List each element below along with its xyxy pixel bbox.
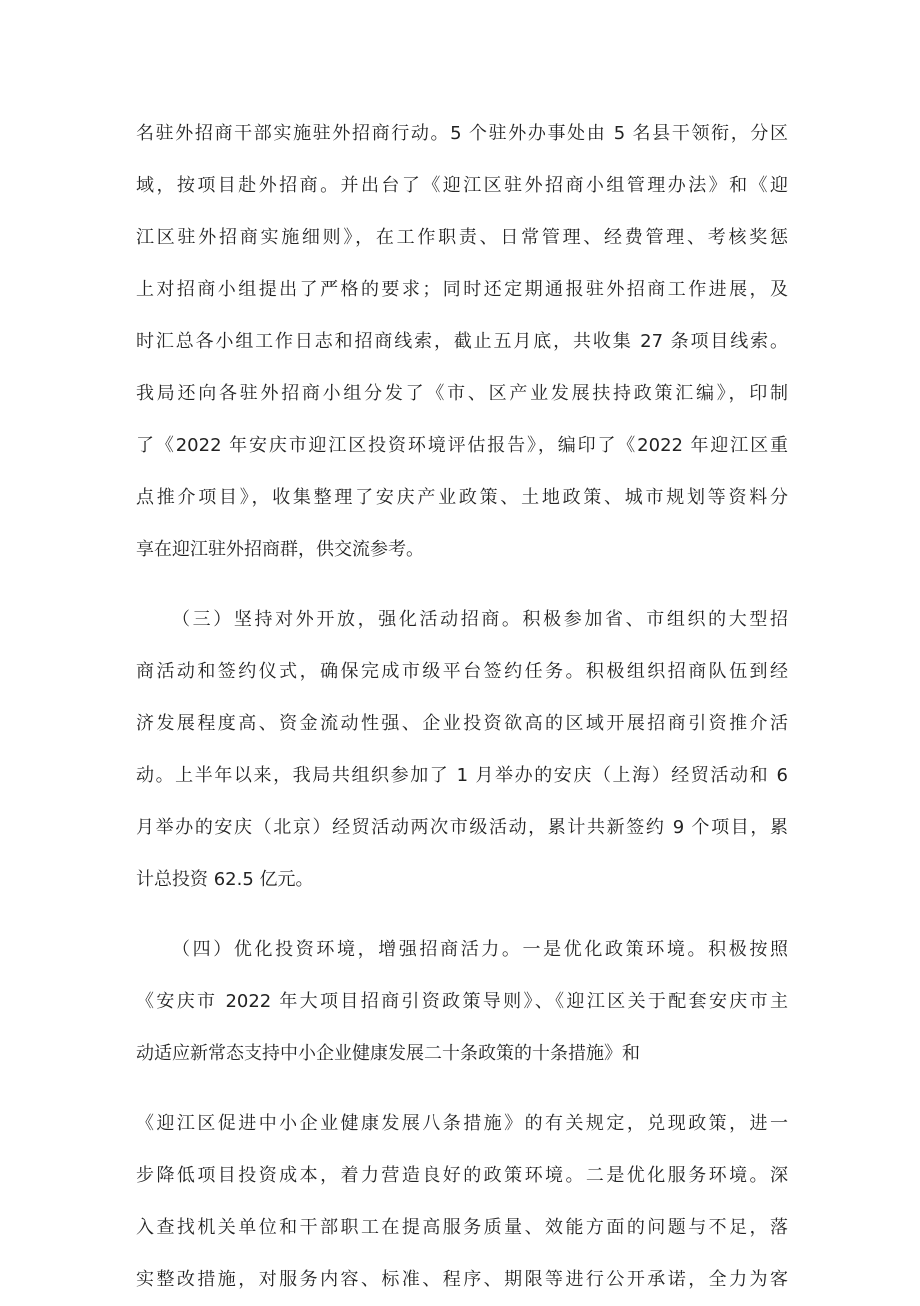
text-line: 我局还向各驻外招商小组分发了《市、区产业发展扶持政策汇编》，印制 bbox=[136, 383, 788, 404]
body-text bbox=[136, 108, 788, 1306]
text-line: 江区驻外招商实施细则》，在工作职责、日常管理、经费管理、考核奖惩 bbox=[136, 227, 788, 248]
text-line: 步降低项目投资成本，着力营造良好的政策环境。二是优化服务环境。深 bbox=[136, 1165, 788, 1186]
text-line: 点推介项目》，收集整理了安庆产业政策、土地政策、城市规划等资料分 bbox=[136, 487, 788, 508]
text-line: 商活动和签约仪式，确保完成市级平台签约任务。积极组织招商队伍到经 bbox=[136, 661, 788, 682]
section-heading-line: （四）优化投资环境，增强招商活力。一是优化政策环境。积极按照 bbox=[172, 939, 788, 960]
paragraph-p1 bbox=[136, 108, 788, 576]
text-line: 实整改措施，对服务内容、标准、程序、期限等进行公开承诺，全力为客 bbox=[136, 1269, 788, 1290]
text-line: 入查找机关单位和干部职工在提高服务质量、效能方面的问题与不足，落 bbox=[136, 1217, 788, 1238]
text-line: 济发展程度高、资金流动性强、企业投资欲高的区域开展招商引资推介活 bbox=[136, 713, 788, 734]
text-line: 动适应新常态支持中小企业健康发展二十条政策的十条措施》和 bbox=[136, 1043, 640, 1064]
paragraph-gap bbox=[136, 906, 788, 924]
text-line: 月举办的安庆（北京）经贸活动两次市级活动，累计共新签约 9 个项目，累 bbox=[136, 817, 788, 838]
text-line: 享在迎江驻外招商群，供交流参考。 bbox=[136, 539, 424, 560]
paragraph-gap bbox=[136, 576, 788, 594]
text-line: 域，按项目赴外招商。并出台了《迎江区驻外招商小组管理办法》和《迎 bbox=[136, 175, 788, 196]
text-line: 名驻外招商干部实施驻外招商行动。5 个驻外办事处由 5 名县干领衔，分区 bbox=[136, 123, 788, 144]
text-line: 了《2022 年安庆市迎江区投资环境评估报告》，编印了《2022 年迎江区重 bbox=[136, 435, 788, 456]
section-heading-line: （三）坚持对外开放，强化活动招商。积极参加省、市组织的大型招 bbox=[172, 609, 788, 630]
text-line: 《迎江区促进中小企业健康发展八条措施》的有关规定，兑现政策，进一 bbox=[136, 1113, 788, 1134]
text-line: 动。上半年以来，我局共组织参加了 1 月举办的安庆（上海）经贸活动和 6 bbox=[136, 765, 788, 786]
text-line: 《安庆市 2022 年大项目招商引资政策导则》、《迎江区关于配套安庆市主 bbox=[136, 991, 788, 1012]
text-line: 时汇总各小组工作日志和招商线索，截止五月底，共收集 27 条项目线索。 bbox=[136, 331, 788, 352]
text-line: 上对招商小组提出了严格的要求；同时还定期通报驻外招商工作进展，及 bbox=[136, 279, 788, 300]
paragraph-section-three bbox=[136, 594, 788, 906]
line-gap bbox=[136, 1080, 788, 1098]
paragraph-section-four bbox=[136, 924, 788, 1306]
text-line: 计总投资 62.5 亿元。 bbox=[136, 869, 314, 890]
